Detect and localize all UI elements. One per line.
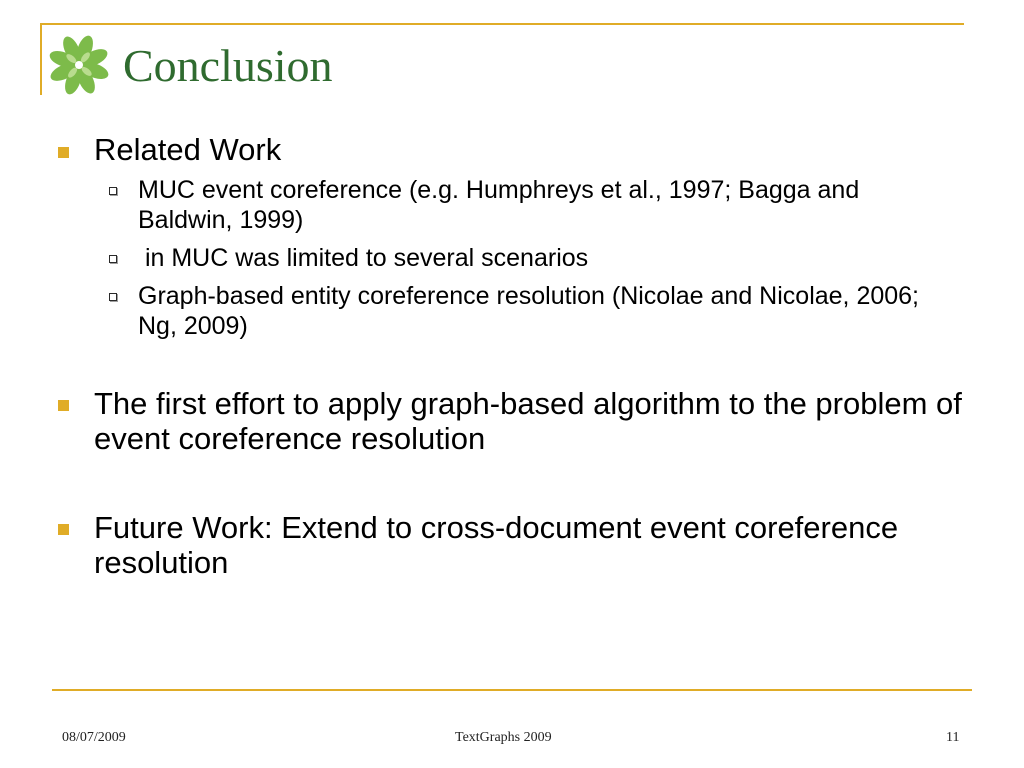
slide-title: Conclusion <box>123 40 333 91</box>
sub-bullet-graph-based-entity: Graph-based entity coreference resolution (Nicolae and Nicolae, 2006; Ng, 2009) <box>138 282 920 340</box>
footer-title: TextGraphs 2009 <box>455 730 552 745</box>
sub-bullet-muc-scenarios: in MUC was limited to several scenarios <box>138 244 589 272</box>
bullet-first-effort: The first effort to apply graph-based algorithm to the problem of event coreference resolution <box>94 386 962 456</box>
pinwheel-flower-logo-icon <box>44 30 114 100</box>
square-bullet-icon <box>58 400 69 411</box>
bullet-related-work: Related Work <box>94 132 282 167</box>
square-bullet-icon <box>58 147 69 158</box>
title-frame-left-line <box>40 23 42 95</box>
bullet-future-work: Future Work: Extend to cross-document event coreference resolution <box>94 510 899 580</box>
square-bullet-icon <box>58 524 69 535</box>
footer-date: 08/07/2009 <box>62 730 126 745</box>
sub-bullet-muc-coreference: MUC event coreference (e.g. Humphreys et al., 1997; Bagga and Baldwin, 1999) <box>138 176 860 234</box>
hollow-square-bullet-icon <box>109 187 117 195</box>
footer-divider <box>52 689 972 691</box>
hollow-square-bullet-icon <box>109 255 117 263</box>
hollow-square-bullet-icon <box>109 293 117 301</box>
title-frame-top-line <box>40 23 964 25</box>
page-number: 11 <box>946 730 960 745</box>
